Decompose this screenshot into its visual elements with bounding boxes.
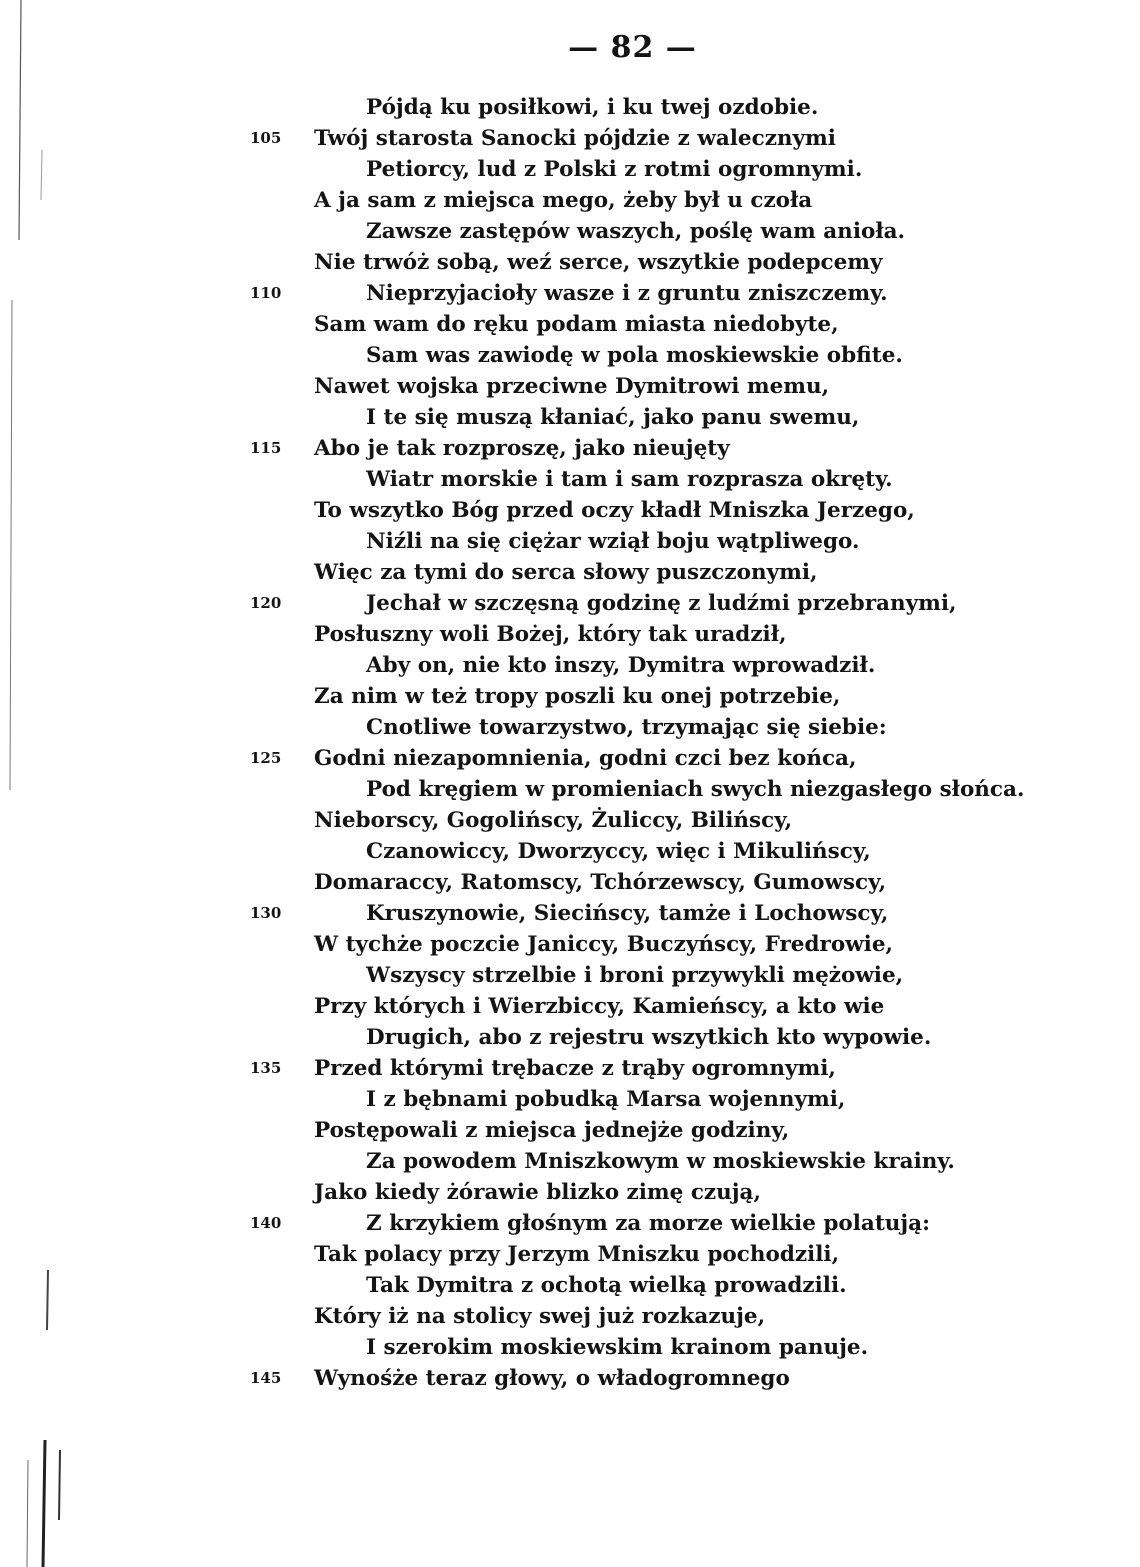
line-text: Nie trwóż sobą, weź serce, wszytkie podepcemy xyxy=(314,250,883,275)
line-text: Sam wam do ręku podam miasta niedobyte, xyxy=(314,312,839,337)
poem-line xyxy=(0,991,1140,1022)
line-text: Kruszynowie, Siecińscy, tamże i Lochowscy, xyxy=(366,901,889,926)
line-text: Który iż na stolicy swej już rozkazuje, xyxy=(314,1304,766,1329)
poem-line xyxy=(0,619,1140,650)
line-text: Aby on, nie kto inszy, Dymitra wprowadził. xyxy=(366,653,876,678)
poem-line xyxy=(0,898,1140,929)
line-text: Tak polacy przy Jerzym Mniszku pochodzili, xyxy=(314,1242,840,1267)
poem-line xyxy=(0,1208,1140,1239)
poem-line xyxy=(0,681,1140,712)
line-text: I szerokim moskiewskim krainom panuje. xyxy=(366,1335,869,1360)
line-text: Wynośże teraz głowy, o władogromnego xyxy=(314,1366,790,1391)
line-text: Jako kiedy żórawie blizko zimę czują, xyxy=(314,1180,761,1205)
poem-line xyxy=(0,1053,1140,1084)
line-text: Wszyscy strzelbie i broni przywykli mężowie, xyxy=(366,963,904,988)
line-text: Nieborscy, Gogolińscy, Żuliccy, Bilińscy, xyxy=(314,808,793,833)
line-number: 105 xyxy=(250,129,282,147)
line-number: 140 xyxy=(250,1214,282,1232)
poem-line xyxy=(0,588,1140,619)
page-number: — 82 — xyxy=(568,30,697,65)
line-text: Nieprzyjacioły wasze i z gruntu zniszczemy. xyxy=(366,281,888,306)
line-text: Za powodem Mniszkowym w moskiewskie krainy. xyxy=(366,1149,955,1174)
line-text: Sam was zawiodę w pola moskiewskie obfite. xyxy=(366,343,903,368)
poem-line xyxy=(0,464,1140,495)
line-text: Godni niezapomnienia, godni czci bez końca, xyxy=(314,746,857,771)
line-text: Abo je tak rozproszę, jako nieujęty xyxy=(314,436,730,461)
line-number: 120 xyxy=(250,594,282,612)
poem-line xyxy=(0,1301,1140,1332)
line-number: 115 xyxy=(250,439,282,457)
line-text: Za nim w też tropy poszli ku onej potrzebie, xyxy=(314,684,841,709)
line-number: 125 xyxy=(250,749,282,767)
poem-line xyxy=(0,929,1140,960)
poem-line xyxy=(0,1115,1140,1146)
line-text: Pójdą ku posiłkowi, i ku twej ozdobie. xyxy=(366,95,819,120)
poem-line xyxy=(0,309,1140,340)
line-text: Drugich, abo z rejestru wszytkich kto wypowie. xyxy=(366,1025,932,1050)
poem-line xyxy=(0,154,1140,185)
line-text: Czanowiccy, Dworzyccy, więc i Mikulińscy, xyxy=(366,839,871,864)
poem-line xyxy=(0,1177,1140,1208)
poem-line xyxy=(0,247,1140,278)
poem-line xyxy=(0,1022,1140,1053)
line-number: 130 xyxy=(250,904,282,922)
poem-line xyxy=(0,867,1140,898)
line-text: Wiatr morskie i tam i sam rozprasza okręty. xyxy=(366,467,893,492)
poem-line xyxy=(0,1332,1140,1363)
line-text: Z krzykiem głośnym za morze wielkie polatują: xyxy=(366,1211,931,1236)
line-text: Przed którymi trębacze z trąby ogromnymi, xyxy=(314,1056,836,1081)
poem-line xyxy=(0,557,1140,588)
line-text: I te się muszą kłaniać, jako panu swemu, xyxy=(366,405,860,430)
line-text: Więc za tymi do serca słowy puszczonymi, xyxy=(314,560,818,585)
line-text: Jechał w szczęsną godzinę z ludźmi przebranymi, xyxy=(366,591,957,616)
poem-line xyxy=(0,1146,1140,1177)
poem-line xyxy=(0,1239,1140,1270)
poem-text xyxy=(0,92,1140,1394)
line-text: Twój starosta Sanocki pójdzie z walecznymi xyxy=(314,126,836,151)
line-text: Postępowali z miejsca jednejże godziny, xyxy=(314,1118,790,1143)
line-text: I z bębnami pobudką Marsa wojennymi, xyxy=(366,1087,846,1112)
line-text: Cnotliwe towarzystwo, trzymając się siebie: xyxy=(366,715,887,740)
poem-line xyxy=(0,836,1140,867)
poem-line xyxy=(0,92,1140,123)
line-text: Petiorcy, lud z Polski z rotmi ogromnymi. xyxy=(366,157,863,182)
poem-line xyxy=(0,433,1140,464)
line-number: 110 xyxy=(250,284,282,302)
line-text: To wszytko Bóg przed oczy kładł Mniszka Jerzego, xyxy=(314,498,915,523)
line-text: Tak Dymitra z ochotą wielką prowadzili. xyxy=(366,1273,847,1298)
poem-line xyxy=(0,650,1140,681)
poem-line xyxy=(0,495,1140,526)
line-text: A ja sam z miejsca mego, żeby był u czoła xyxy=(314,188,813,213)
line-text: W tychże poczcie Janiccy, Buczyńscy, Fredrowie, xyxy=(314,932,893,957)
poem-line xyxy=(0,960,1140,991)
poem-line xyxy=(0,340,1140,371)
line-text: Niźli na się ciężar wziął boju wątpliwego. xyxy=(366,529,860,554)
poem-line xyxy=(0,1363,1140,1394)
poem-line xyxy=(0,1084,1140,1115)
line-text: Pod kręgiem w promieniach swych niezgasłego słońca. xyxy=(366,777,1025,802)
poem-line xyxy=(0,185,1140,216)
poem-line xyxy=(0,712,1140,743)
line-number: 135 xyxy=(250,1059,282,1077)
poem-line xyxy=(0,774,1140,805)
poem-line xyxy=(0,743,1140,774)
poem-line xyxy=(0,526,1140,557)
poem-line xyxy=(0,402,1140,433)
poem-line xyxy=(0,371,1140,402)
line-text: Nawet wojska przeciwne Dymitrowi memu, xyxy=(314,374,830,399)
poem-line xyxy=(0,123,1140,154)
line-text: Zawsze zastępów waszych, poślę wam anioła. xyxy=(366,219,906,244)
line-text: Domaraccy, Ratomscy, Tchórzewscy, Gumowscy, xyxy=(314,870,887,895)
poem-line xyxy=(0,216,1140,247)
line-text: Posłuszny woli Bożej, który tak uradził, xyxy=(314,622,787,647)
poem-line xyxy=(0,278,1140,309)
line-number: 145 xyxy=(250,1369,282,1387)
poem-line xyxy=(0,1270,1140,1301)
poem-line xyxy=(0,805,1140,836)
line-text: Przy których i Wierzbiccy, Kamieńscy, a kto wie xyxy=(314,994,885,1019)
